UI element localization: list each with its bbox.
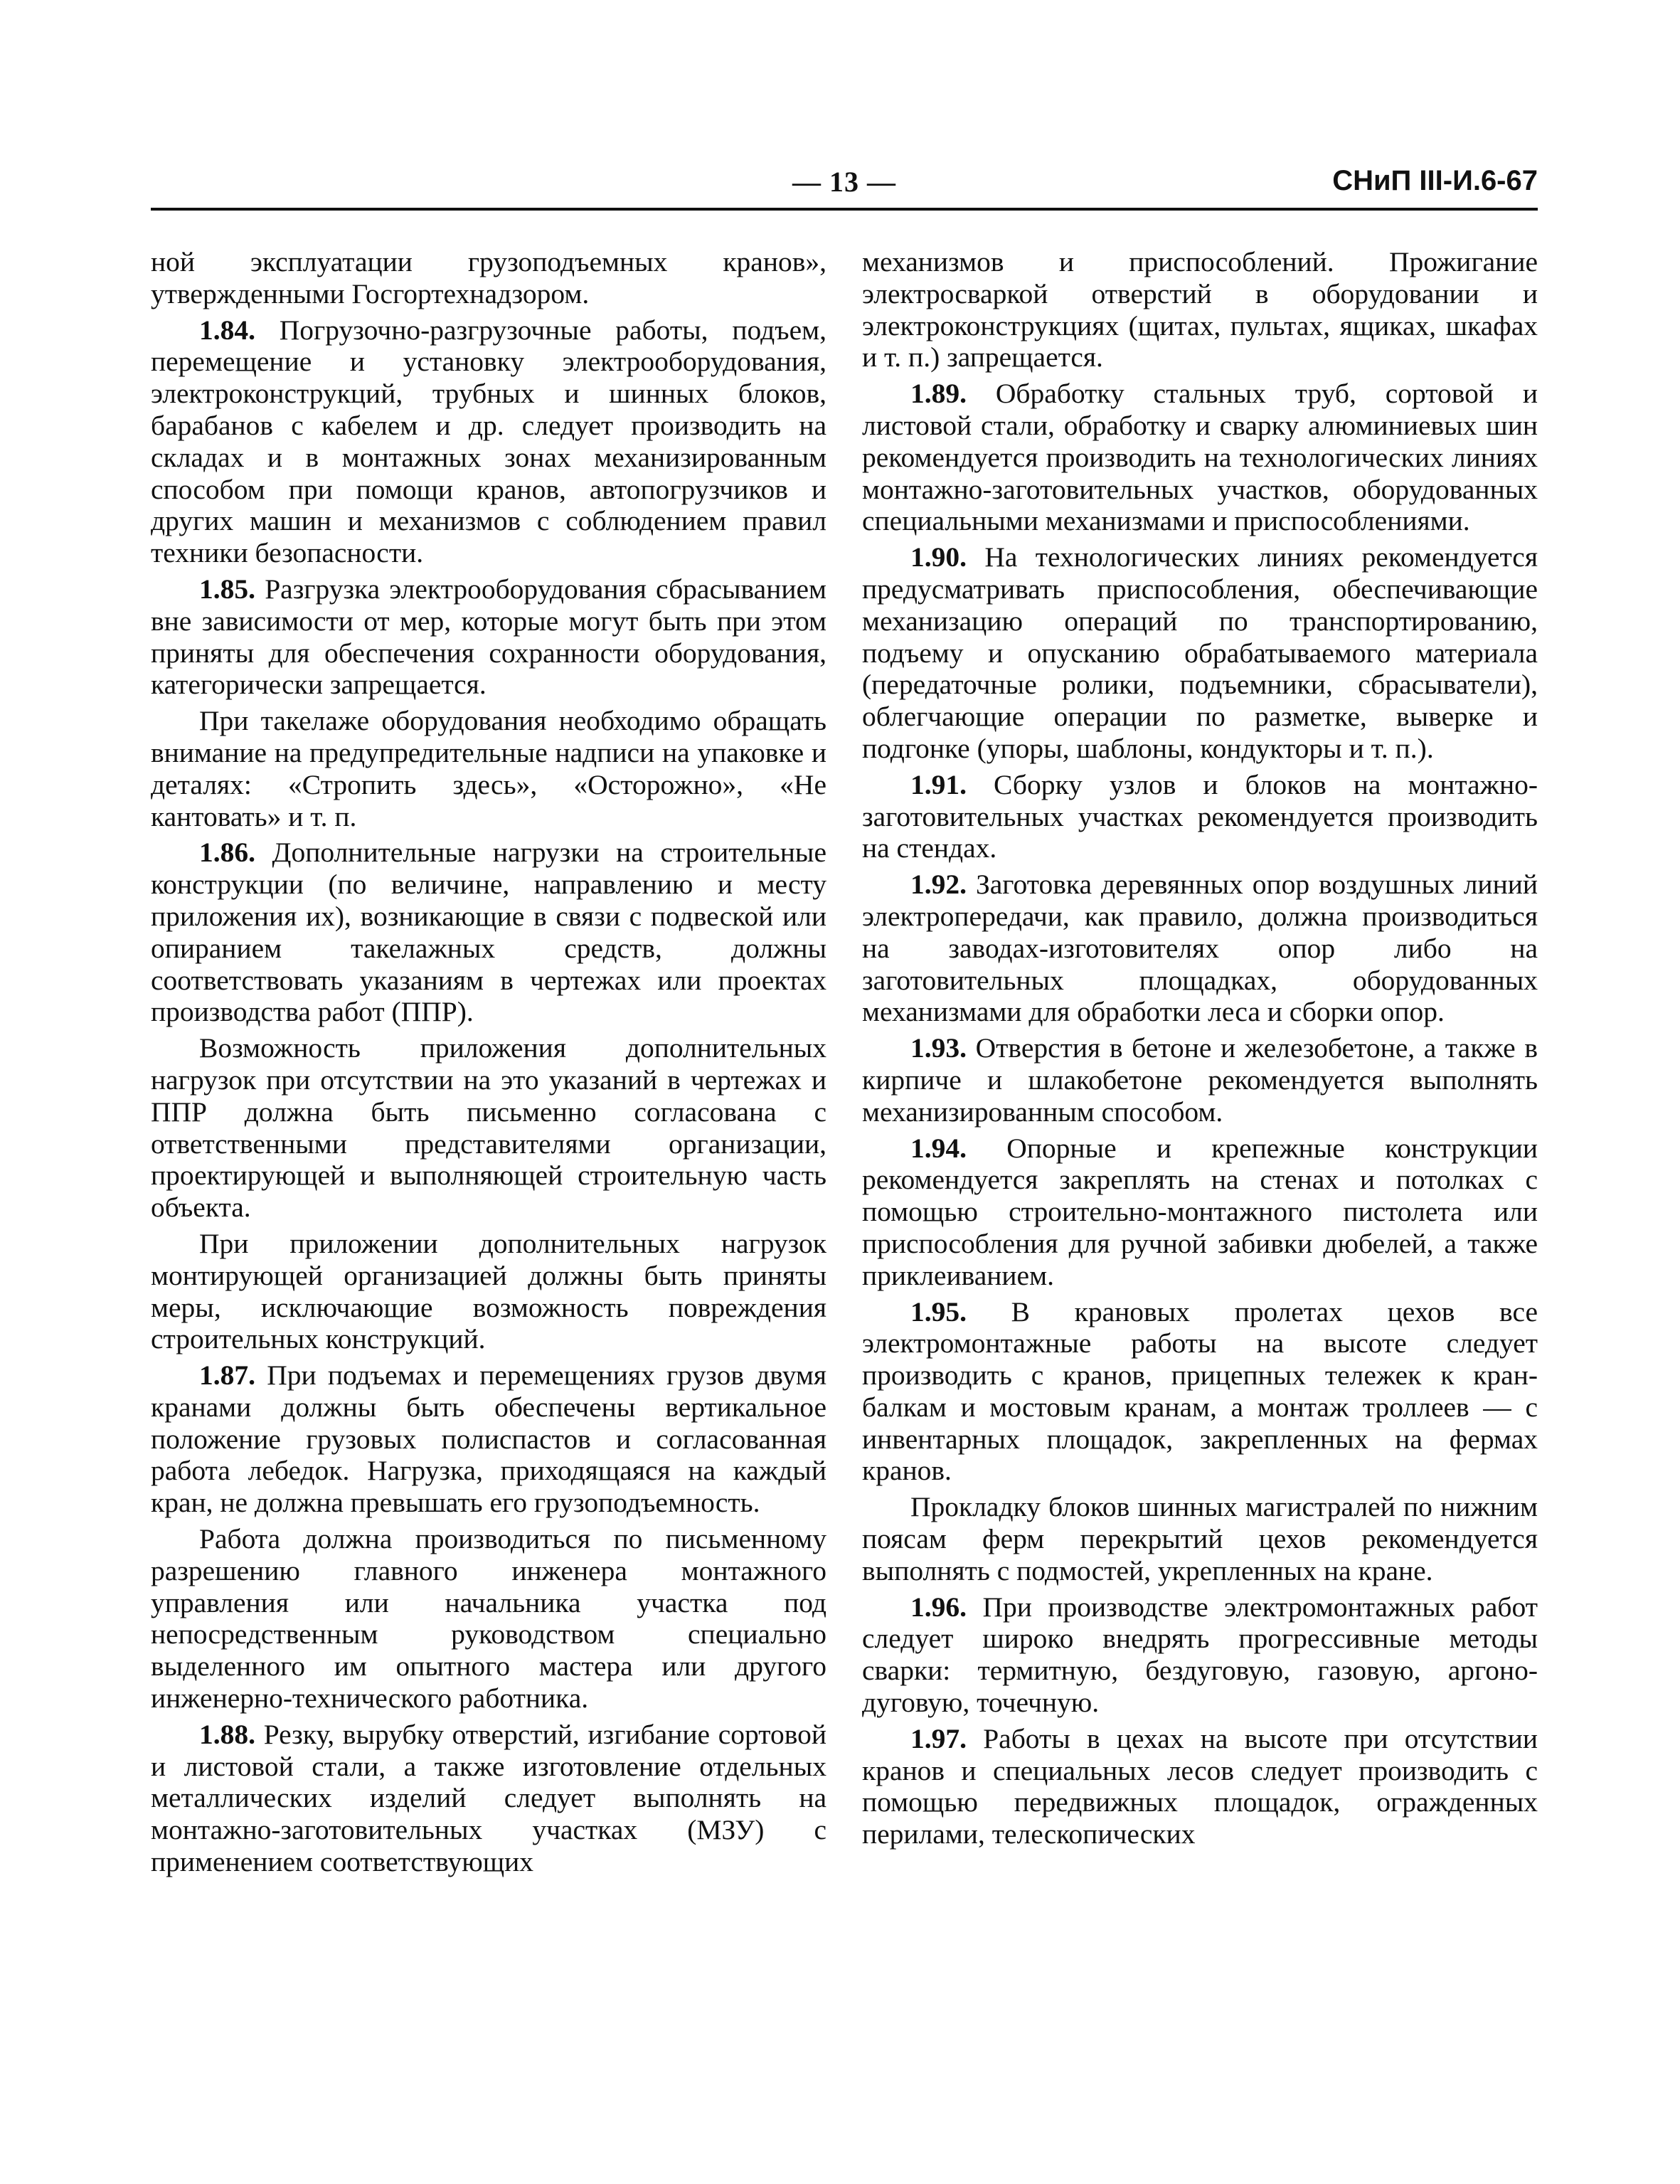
paragraph-text: Дополнительные нагрузки на строительные конструкции (по величине, направлению и месту приложения их), возникающие в связи с подвеской или опиранием такелажных средств, должны соответствовать указаниям в чертежах или проектах производства работ (ППР).: [151, 837, 826, 1028]
clause-number: 1.87.: [199, 1359, 255, 1391]
paragraph-text: Отверстия в бетоне и железобетоне, а также в кирпиче и шлакобетоне рекомендуется выполнять механизированным способом.: [862, 1032, 1538, 1128]
paragraph-text: Погрузочно-разгрузочные работы, подъем, перемещение и установку электрооборудования, электроконструкций, трубных и шинных блоков, барабанов с кабелем и др. следует производить на складах и в монтажных зонах механизированным способом при помощи кранов, автопогрузчиков и других машин и механизмов с соблюдением правил техники безопасности.: [151, 314, 826, 569]
paragraph: [862, 1296, 1538, 1488]
paragraph-text: Обработку стальных труб, сортовой и листовой стали, обработку и сварку алюминиевых шин рекомендуется производить на технологических линиях монтажно-заготовительных участков, оборудованных специальными механизмами и приспособлениями.: [862, 378, 1538, 537]
paragraph-text: Работы в цехах на высоте при отсутствии кранов и специальных лесов следует производить с помощью передвижных площадок, огражденных перилами, телескопических: [862, 1722, 1538, 1850]
paragraph-text: На технологических линиях рекомендуется предусматривать приспособления, обеспечивающие механизацию операций по транспортированию, подъему и опусканию обрабатываемого материала (передаточные ролики, подъемники, сбрасыватели), облегчающие операции по разметке, выверке и подгонке (упоры, шаблоны, кондукторы и т. п.).: [862, 541, 1538, 764]
paragraph-text: При такелаже оборудования необходимо обращать внимание на предупредительные надписи на упаковке и деталях: «Стропить здесь», «Осторожно», «Не кантовать» и т. п.: [151, 705, 826, 832]
paragraph: [151, 246, 826, 310]
paragraph: [151, 1032, 826, 1224]
paragraph-text: Работа должна производиться по письменному разрешению главного инженера монтажного управления или начальника участка под непосредственным руководством специально выделенного им опытного мастера или другого инженерно-технического работника.: [151, 1523, 826, 1714]
paragraph-text: При производстве электромонтажных работ следует широко внедрять прогрессивные методы сварки: термитную, бездуговую, газовую, аргоно-дуговую, точечную.: [862, 1591, 1538, 1719]
paragraph-text: Сборку узлов и блоков на монтажно-заготовительных участках рекомендуется производить на стендах.: [862, 768, 1538, 864]
document-code: СНиП III-И.6-67: [1332, 165, 1538, 196]
clause-number: 1.91.: [910, 768, 967, 800]
right-column: [862, 246, 1538, 1855]
header-rule: [151, 208, 1538, 211]
paragraph: [151, 314, 826, 569]
clause-number: 1.92.: [910, 869, 967, 901]
page-number: — 13 —: [792, 166, 896, 198]
paragraph: [151, 837, 826, 1028]
paragraph-text: В крановых пролетах цехов все электромонтажные работы на высоте следует производить с кранов, прицепных тележек к кран-балкам и мостовым кранам, а монтаж троллеев — с инвентарных площадок, закрепленных на фермах кранов.: [862, 1295, 1538, 1487]
paragraph: [862, 1491, 1538, 1586]
paragraph: [862, 1133, 1538, 1292]
paragraph: [151, 1523, 826, 1714]
clause-number: 1.97.: [910, 1722, 967, 1754]
paragraph: [862, 769, 1538, 864]
paragraph-text: ной эксплуатации грузоподъемных кранов», утвержденными Госгортехнадзором.: [151, 246, 826, 309]
clause-number: 1.95.: [910, 1295, 967, 1327]
paragraph-text: Заготовка деревянных опор воздушных линий электропередачи, как правило, должна производиться на заводах-изготовителях опор либо на заготовительных площадках, оборудованных механизмами для обработки леса и сборки опор.: [862, 869, 1538, 1028]
clause-number: 1.93.: [910, 1032, 967, 1064]
clause-number: 1.86.: [199, 837, 255, 869]
clause-number: 1.90.: [910, 541, 967, 573]
paragraph: [151, 1719, 826, 1878]
left-column: [151, 246, 826, 1882]
paragraph: [862, 541, 1538, 765]
paragraph-text: При приложении дополнительных нагрузок монтирующей организацией должны быть приняты меры, исключающие возможность повреждения строительных конструкций.: [151, 1227, 826, 1355]
paragraph-text: Разгрузка электрооборудования сбрасыванием вне зависимости от мер, которые могут быть при этом приняты для обеспечения сохранности оборудования, категорически запрещается.: [151, 573, 826, 701]
paragraph-text: Прокладку блоков шинных магистралей по нижним поясам ферм перекрытий цехов рекомендуется выполнять с подмостей, укрепленных на кране.: [862, 1491, 1538, 1586]
paragraph: [151, 705, 826, 832]
clause-number: 1.85.: [199, 573, 255, 605]
paragraph-text: Резку, вырубку отверстий, изгибание сортовой и листовой стали, а также изготовление отдельных металлических изделий следует выполнять на монтажно-заготовительных участках (МЗУ) с применением соответствующих: [151, 1718, 826, 1878]
page-header: [151, 165, 1538, 208]
paragraph: [862, 1591, 1538, 1719]
paragraph-text: механизмов и приспособлений. Прожигание электросваркой отверстий в оборудовании и электроконструкциях (щитах, пультах, ящиках, шкафах и т. п.) запрещается.: [862, 246, 1538, 373]
clause-number: 1.84.: [199, 314, 255, 346]
paragraph: [862, 1723, 1538, 1850]
clause-number: 1.96.: [910, 1591, 967, 1623]
paragraph-text: Возможность приложения дополнительных нагрузок при отсутствии на это указаний в чертежах и ППР должна быть письменно согласована с ответственными представителями организации, проектирующей и выполняющей строительную часть объекта.: [151, 1032, 826, 1224]
paragraph: [862, 1032, 1538, 1128]
clause-number: 1.94.: [910, 1132, 967, 1164]
paragraph: [151, 573, 826, 701]
paragraph: [151, 1228, 826, 1355]
clause-number: 1.89.: [910, 378, 967, 410]
paragraph-text: При подъемах и перемещениях грузов двумя кранами должны быть обеспечены вертикальное положение грузовых полиспастов и согласованная работа лебедок. Нагрузка, приходящаяся на каждый кран, не должна превышать его грузоподъемность.: [151, 1359, 826, 1519]
paragraph: [862, 246, 1538, 373]
paragraph: [151, 1359, 826, 1519]
paragraph: [862, 869, 1538, 1028]
paragraph-text: Опорные и крепежные конструкции рекомендуется закреплять на стенах и потолках с помощью строительно-монтажного пистолета или приспособления для ручной забивки дюбелей, а также приклеиванием.: [862, 1132, 1538, 1291]
clause-number: 1.88.: [199, 1718, 255, 1750]
paragraph: [862, 378, 1538, 537]
